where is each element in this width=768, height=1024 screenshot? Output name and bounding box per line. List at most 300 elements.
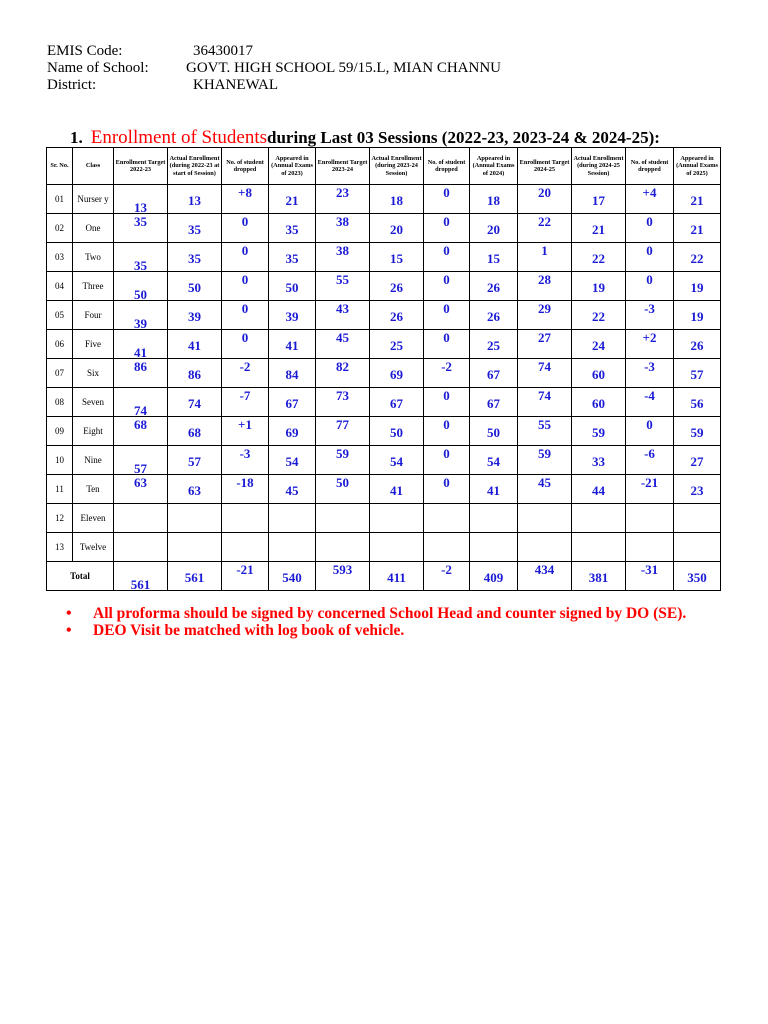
table-row [47, 504, 721, 533]
value-text: 39 [134, 316, 147, 331]
value-text: 69 [285, 425, 299, 440]
value-cell [114, 388, 168, 417]
value-cell [269, 475, 316, 504]
total-value-text: -2 [441, 562, 452, 577]
value-cell [114, 417, 168, 446]
value-text: 35 [285, 222, 299, 237]
value-text: 74 [538, 359, 551, 374]
value-text: 25 [487, 338, 500, 353]
value-text: 73 [336, 388, 349, 403]
value-cell [316, 388, 370, 417]
value-cell [518, 330, 572, 359]
total-value-text: 561 [184, 570, 205, 585]
value-text: 50 [390, 425, 403, 440]
value-cell [424, 388, 470, 417]
value-cell [572, 330, 626, 359]
value-cell [222, 446, 269, 475]
value-text: 25 [390, 338, 403, 353]
value-cell [114, 533, 168, 562]
value-cell [370, 301, 424, 330]
value-text: 60 [592, 367, 605, 382]
value-cell [674, 214, 721, 243]
value-text: 59 [690, 425, 704, 440]
value-text: 29 [538, 301, 551, 316]
value-text: 59 [538, 446, 551, 461]
value-cell [470, 533, 518, 562]
value-cell [316, 446, 370, 475]
value-text: -6 [644, 446, 655, 461]
value-cell [572, 359, 626, 388]
table-row [47, 272, 721, 301]
value-cell [114, 301, 168, 330]
note-item: • DEO Visit be matched with log book of vehicle. [66, 622, 716, 639]
class-cell: Two [73, 243, 114, 272]
value-cell [269, 301, 316, 330]
total-value-cell [424, 562, 470, 591]
value-text: 26 [487, 280, 500, 295]
value-cell [424, 185, 470, 214]
value-cell [168, 185, 222, 214]
value-text: 57 [188, 454, 201, 469]
value-cell [470, 475, 518, 504]
value-cell [269, 214, 316, 243]
value-cell [470, 185, 518, 214]
value-cell [269, 533, 316, 562]
value-text: 27 [538, 330, 551, 345]
value-cell [674, 504, 721, 533]
value-text: 59 [336, 446, 349, 461]
value-text: 77 [336, 417, 349, 432]
class-cell: Eleven [73, 504, 114, 533]
value-cell [370, 533, 424, 562]
value-text: -2 [441, 359, 452, 374]
value-cell [572, 417, 626, 446]
value-cell [626, 533, 674, 562]
value-text: 74 [134, 403, 147, 418]
value-cell [674, 446, 721, 475]
value-text: 15 [390, 251, 403, 266]
value-text: 56 [690, 396, 704, 411]
value-cell [626, 185, 674, 214]
value-cell [518, 446, 572, 475]
value-text: 0 [443, 243, 450, 258]
value-cell [518, 359, 572, 388]
class-cell: One [73, 214, 114, 243]
value-cell [114, 504, 168, 533]
notes-list [66, 605, 716, 639]
total-value-cell [222, 562, 269, 591]
class-cell: Twelve [73, 533, 114, 562]
value-text: 68 [134, 417, 147, 432]
value-cell [168, 388, 222, 417]
value-text: 0 [443, 417, 450, 432]
value-text: 0 [646, 417, 653, 432]
table-row [47, 214, 721, 243]
table-row [47, 388, 721, 417]
table-row [47, 185, 721, 214]
value-text: 21 [592, 222, 605, 237]
value-cell [470, 388, 518, 417]
value-cell [222, 417, 269, 446]
value-cell [114, 330, 168, 359]
total-row [47, 562, 721, 591]
emis-code-row [47, 43, 501, 60]
column-header: Class [73, 148, 114, 185]
value-cell [316, 185, 370, 214]
column-header: Actual Enrollment (during 2024-25 Session) [572, 148, 626, 185]
value-cell [370, 330, 424, 359]
value-text: 86 [134, 359, 147, 374]
value-cell [222, 330, 269, 359]
value-text: 21 [690, 222, 704, 237]
value-cell [269, 446, 316, 475]
value-text: 67 [487, 367, 500, 382]
value-text: 21 [285, 193, 299, 208]
value-cell [168, 272, 222, 301]
column-header: No. of student dropped [424, 148, 470, 185]
value-cell [168, 475, 222, 504]
value-cell [674, 185, 721, 214]
sr-no-cell: 04 [47, 272, 73, 301]
sr-no-cell: 12 [47, 504, 73, 533]
value-text: 0 [241, 330, 249, 345]
value-text: +4 [642, 185, 657, 200]
column-header: No. of student dropped [626, 148, 674, 185]
class-cell: Eight [73, 417, 114, 446]
value-cell [572, 301, 626, 330]
value-text: 26 [390, 280, 403, 295]
section-title-red: Enrollment of Students [90, 127, 268, 148]
total-value-text: 350 [687, 570, 707, 585]
value-text: 41 [188, 338, 201, 353]
value-text: -3 [644, 301, 655, 316]
value-text: 74 [538, 388, 551, 403]
value-cell [518, 243, 572, 272]
value-cell [572, 446, 626, 475]
column-header: Sr. No. [47, 148, 73, 185]
value-text: 59 [592, 425, 605, 440]
sr-no-cell: 11 [47, 475, 73, 504]
value-text: 50 [285, 280, 299, 295]
value-cell [470, 417, 518, 446]
value-cell [114, 359, 168, 388]
value-text: 0 [443, 475, 450, 490]
value-text: 63 [188, 483, 201, 498]
value-cell [222, 533, 269, 562]
value-text: 82 [336, 359, 349, 374]
value-cell [114, 446, 168, 475]
value-cell [626, 330, 674, 359]
value-cell [114, 214, 168, 243]
value-text: 44 [592, 483, 605, 498]
value-cell [168, 214, 222, 243]
column-header: Appeared in (Annual Exams of 2024) [470, 148, 518, 185]
value-cell [269, 330, 316, 359]
total-value-cell [674, 562, 721, 591]
class-cell: Nine [73, 446, 114, 475]
value-cell [269, 504, 316, 533]
class-cell: Four [73, 301, 114, 330]
value-cell [572, 475, 626, 504]
class-cell: Ten [73, 475, 114, 504]
value-text: 18 [487, 193, 500, 208]
class-cell: Five [73, 330, 114, 359]
value-cell [370, 272, 424, 301]
sr-no-cell: 01 [47, 185, 73, 214]
value-cell [626, 388, 674, 417]
value-text: 43 [336, 301, 349, 316]
table-row [47, 446, 721, 475]
value-cell [370, 417, 424, 446]
value-text: 24 [592, 338, 605, 353]
value-text: -18 [236, 475, 254, 490]
value-cell [674, 243, 721, 272]
value-cell [518, 214, 572, 243]
value-text: 69 [390, 367, 403, 382]
value-cell [518, 533, 572, 562]
table-row [47, 330, 721, 359]
value-text: 50 [134, 287, 147, 302]
section-title-rest: during Last 03 Sessions (2022-23, 2023-24 & 2024-25): [267, 128, 660, 147]
value-text: +8 [238, 185, 252, 200]
value-cell [269, 272, 316, 301]
sr-no-cell: 13 [47, 533, 73, 562]
value-cell [626, 214, 674, 243]
value-text: 0 [443, 388, 450, 403]
value-cell [269, 359, 316, 388]
value-text: 35 [134, 258, 147, 273]
value-cell [572, 185, 626, 214]
value-text: 0 [646, 214, 653, 229]
value-cell [626, 243, 674, 272]
note-item: • All proforma should be signed by concerned School Head and counter signed by DO (SE). [66, 605, 716, 622]
enrollment-table [46, 147, 721, 591]
school-name-row [47, 60, 501, 77]
value-text: 67 [487, 396, 500, 411]
value-cell [674, 330, 721, 359]
value-text: 19 [690, 280, 704, 295]
table-row [47, 301, 721, 330]
sr-no-cell: 10 [47, 446, 73, 475]
value-cell [316, 330, 370, 359]
value-text: 0 [241, 214, 249, 229]
value-text: 0 [241, 243, 249, 258]
total-value-cell [518, 562, 572, 591]
value-text: 0 [443, 301, 450, 316]
value-text: 35 [285, 251, 299, 266]
value-cell [222, 504, 269, 533]
value-text: 20 [538, 185, 551, 200]
value-cell [316, 359, 370, 388]
value-text: 20 [390, 222, 403, 237]
value-cell [316, 533, 370, 562]
value-cell [674, 359, 721, 388]
value-cell [424, 272, 470, 301]
value-cell [222, 214, 269, 243]
value-text: 0 [646, 243, 653, 258]
value-cell [674, 417, 721, 446]
total-value-text: 561 [130, 577, 151, 592]
value-text: 21 [690, 193, 704, 208]
total-value-text: -21 [236, 562, 254, 577]
value-text: 35 [134, 214, 147, 229]
value-text: -7 [239, 388, 251, 403]
value-cell [316, 214, 370, 243]
value-text: 20 [487, 222, 500, 237]
sr-no-cell: 02 [47, 214, 73, 243]
sr-no-cell: 06 [47, 330, 73, 359]
value-cell [316, 272, 370, 301]
value-text: -3 [644, 359, 655, 374]
table-row [47, 533, 721, 562]
value-text: 17 [592, 193, 605, 208]
column-header: Enrollment Target 2022-23 [114, 148, 168, 185]
value-cell [370, 243, 424, 272]
value-cell [168, 301, 222, 330]
school-name-label: Name of School: [47, 60, 149, 76]
column-header: Actual Enrollment (during 2023-24 Session) [370, 148, 424, 185]
value-cell [626, 301, 674, 330]
sr-no-cell: 07 [47, 359, 73, 388]
value-cell [168, 243, 222, 272]
school-name-value: GOVT. HIGH SCHOOL 59/15.L, MIAN CHANNU [186, 60, 501, 76]
value-text: 84 [285, 367, 299, 382]
value-text: 26 [487, 309, 500, 324]
table-row [47, 475, 721, 504]
value-cell [626, 272, 674, 301]
value-cell [572, 214, 626, 243]
total-value-cell [114, 562, 168, 591]
value-cell [424, 214, 470, 243]
value-cell [674, 475, 721, 504]
value-cell [674, 533, 721, 562]
value-text: 54 [285, 454, 299, 469]
value-cell [114, 272, 168, 301]
total-value-text: -31 [640, 562, 659, 577]
value-cell [424, 243, 470, 272]
class-cell: Seven [73, 388, 114, 417]
value-text: 54 [390, 454, 403, 469]
value-cell [316, 475, 370, 504]
value-cell [424, 330, 470, 359]
value-cell [269, 243, 316, 272]
value-cell [114, 185, 168, 214]
class-cell: Six [73, 359, 114, 388]
total-value-cell [316, 562, 370, 591]
value-text: 19 [592, 280, 605, 295]
value-cell [370, 475, 424, 504]
value-text: 23 [690, 483, 704, 498]
table-row [47, 417, 721, 446]
district-value: KHANEWAL [193, 77, 278, 93]
value-cell [626, 417, 674, 446]
value-cell [424, 533, 470, 562]
value-cell [370, 446, 424, 475]
column-header: No. of student dropped [222, 148, 269, 185]
value-cell [114, 475, 168, 504]
value-cell [470, 301, 518, 330]
value-cell [424, 359, 470, 388]
value-text: 22 [592, 251, 605, 266]
value-text: 38 [336, 243, 349, 258]
value-text: 57 [134, 461, 147, 476]
value-cell [424, 475, 470, 504]
value-text: 35 [188, 222, 201, 237]
value-text: 39 [188, 309, 201, 324]
value-text: 45 [285, 483, 299, 498]
value-text: 22 [538, 214, 551, 229]
value-cell [626, 504, 674, 533]
value-cell [424, 446, 470, 475]
value-text: 55 [538, 417, 551, 432]
value-cell [470, 446, 518, 475]
column-header: Enrollment Target 2023-24 [316, 148, 370, 185]
value-cell [424, 417, 470, 446]
table-row [47, 243, 721, 272]
value-cell [674, 272, 721, 301]
value-cell [572, 504, 626, 533]
district-label: District: [47, 77, 97, 93]
value-cell [168, 359, 222, 388]
total-value-text: 411 [387, 570, 406, 585]
value-cell [470, 214, 518, 243]
value-cell [316, 417, 370, 446]
value-text: 33 [592, 454, 605, 469]
value-cell [424, 301, 470, 330]
value-text: 41 [134, 345, 147, 360]
value-text: 41 [390, 483, 403, 498]
value-cell [269, 185, 316, 214]
value-cell [674, 301, 721, 330]
value-cell [370, 504, 424, 533]
value-text: 26 [690, 338, 704, 353]
emis-code-value: 36430017 [193, 43, 253, 59]
value-text: -4 [644, 388, 655, 403]
value-cell [572, 388, 626, 417]
value-text: 15 [487, 251, 500, 266]
value-cell [626, 475, 674, 504]
value-cell [470, 330, 518, 359]
total-value-cell [572, 562, 626, 591]
value-text: 35 [188, 251, 201, 266]
value-cell [572, 243, 626, 272]
value-cell [222, 301, 269, 330]
value-text: 45 [538, 475, 551, 490]
value-cell [518, 388, 572, 417]
value-text: -2 [239, 359, 251, 374]
value-text: 50 [336, 475, 349, 490]
value-text: 0 [443, 446, 450, 461]
value-cell [222, 185, 269, 214]
value-cell [626, 446, 674, 475]
total-value-cell [269, 562, 316, 591]
sr-no-cell: 03 [47, 243, 73, 272]
value-cell [168, 330, 222, 359]
section-title [70, 127, 660, 149]
value-cell [222, 475, 269, 504]
value-text: 86 [188, 367, 201, 382]
value-text: 0 [241, 272, 249, 287]
value-text: 50 [487, 425, 500, 440]
value-text: 18 [390, 193, 403, 208]
value-cell [222, 272, 269, 301]
value-cell [518, 475, 572, 504]
emis-code-label: EMIS Code: [47, 43, 123, 59]
total-value-cell [626, 562, 674, 591]
school-info [47, 43, 501, 94]
value-text: 22 [690, 251, 704, 266]
total-value-cell [168, 562, 222, 591]
